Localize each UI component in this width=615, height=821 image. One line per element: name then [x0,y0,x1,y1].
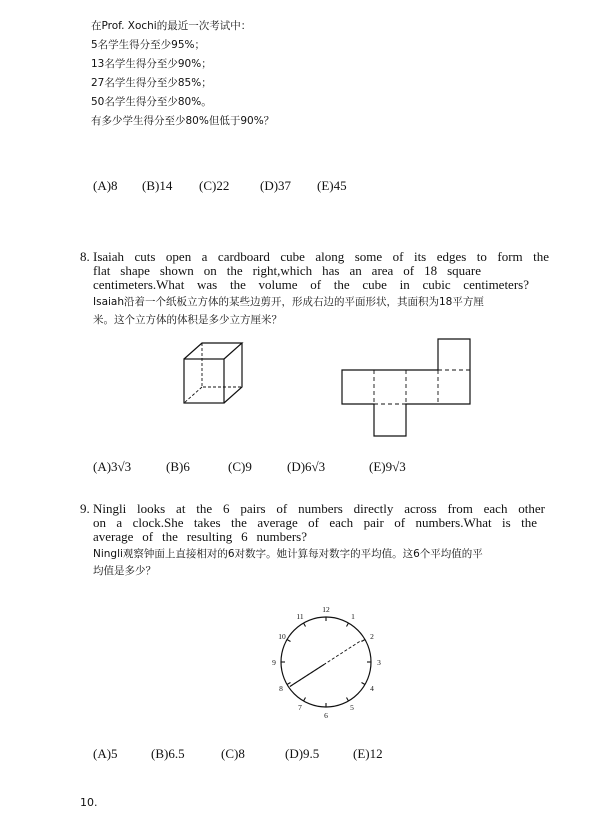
clock-number-2: 2 [370,632,374,641]
p9-cn-line-2: 均值是多少？ [93,565,156,577]
clock-number-8: 8 [279,684,283,693]
clock-tick [287,683,290,685]
clock-number-12: 12 [322,605,330,614]
p7-option-d: (D)37 [260,178,292,193]
p9-option-c: (C)8 [221,746,245,761]
clock-number-7: 7 [298,703,302,712]
clock-number-4: 4 [370,684,374,693]
cube-net-figure [340,337,474,438]
p8-option-c: (C)9 [228,459,252,474]
clock-number-5: 5 [350,703,354,712]
p7-question: 有多少学生得分至少80%但低于90%？ [91,115,275,127]
p7-option-c: (C)22 [199,178,230,193]
p7-line-2: 5名学生得分至少95%； [91,39,206,51]
p7-line-3: 13名学生得分至少90%； [91,58,212,70]
p9-en-line-2: on a clock.She takes the average of each pair of numbers.What is the [93,515,537,530]
clock-number-6: 6 [324,711,328,720]
clock-solid-chord [290,665,324,687]
p9-option-d: (D)9.5 [285,746,320,761]
p9-en-line-1: Ningli looks at the 6 pairs of numbers directly across from each other [93,501,545,516]
clock-number-9: 9 [272,658,276,667]
clock-tick [287,640,290,642]
p8-option-b: (B)6 [166,459,190,474]
p7-option-b: (B)14 [142,178,173,193]
p8-option-d: (D)6√3 [287,459,326,474]
clock-face [281,617,371,707]
clock-number-3: 3 [377,658,381,667]
p8-en-line-3: centimeters.What was the volume of the cube in cubic centimeters? [93,277,529,292]
p8-number: 8. [80,249,90,264]
clock-figure [268,602,384,720]
cube-figure [182,341,244,409]
p8-option-e: (E)9√3 [369,459,406,474]
clock-number-1: 1 [351,612,355,621]
clock-number-10: 10 [278,632,286,641]
clock-tick [362,683,365,685]
p7-option-e: (E)45 [317,178,347,193]
p8-en-line-1: Isaiah cuts open a cardboard cube along some of its edges to form the [93,249,549,264]
p8-option-a: (A)3√3 [93,459,132,474]
p7-line-1: 在Prof. Xochi的最近一次考试中： [91,20,252,32]
p10-number: 10. [80,796,98,809]
clock-tick [362,640,365,642]
p9-cn-line-1: Ningli观察钟面上直接相对的6对数字。她计算每对数字的平均值。这6个平均值的平 [93,548,483,560]
p7-line-5: 50名学生得分至少80%。 [91,96,212,108]
p9-option-e: (E)12 [353,746,383,761]
p9-en-line-3: average of the resulting 6 numbers? [93,529,307,544]
p9-option-a: (A)5 [93,746,118,761]
p7-line-4: 27名学生得分至少85%； [91,77,212,89]
p8-cn-line-1: Isaiah沿着一个纸板立方体的某些边剪开，形成右边的平面形状，其面积为18平方厘 [93,296,484,308]
p9-number: 9. [80,501,90,516]
p7-option-a: (A)8 [93,178,118,193]
clock-number-11: 11 [296,612,304,621]
p9-option-b: (B)6.5 [151,746,185,761]
p8-en-line-2: flat shape shown on the right,which has an area of 18 square [93,263,481,278]
p8-cn-line-2: 米。这个立方体的体积是多少立方厘米？ [93,314,282,326]
